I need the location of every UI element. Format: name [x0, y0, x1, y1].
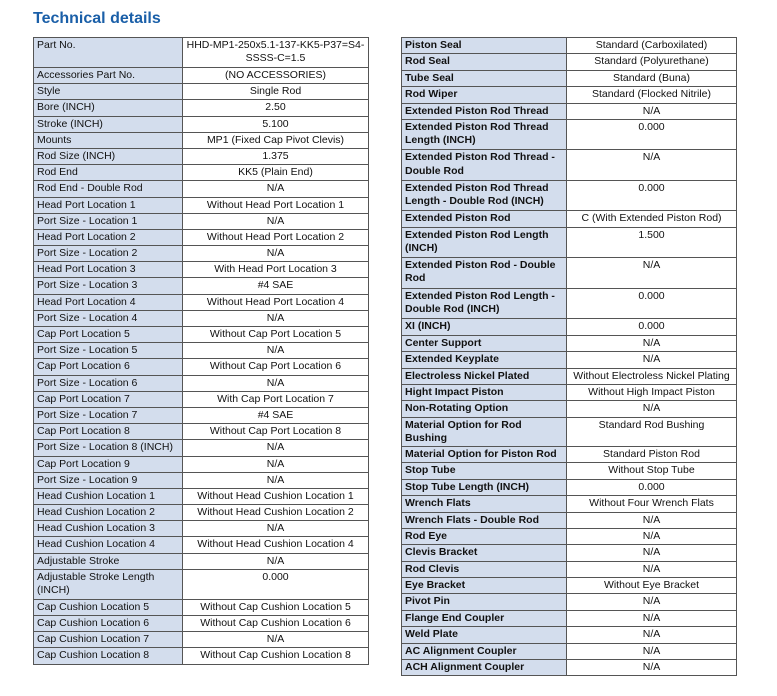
spec-row — [34, 229, 369, 245]
spec-label: Stop Tube Length (INCH) — [402, 479, 567, 495]
spec-row — [402, 38, 737, 54]
spec-row — [402, 643, 737, 659]
spec-row — [34, 262, 369, 278]
spec-label: Wrench Flats — [402, 496, 567, 512]
spec-label: Electroless Nickel Plated — [402, 368, 567, 384]
spec-label: Port Size - Location 5 — [34, 343, 183, 359]
spec-row — [402, 446, 737, 462]
spec-row — [402, 119, 737, 150]
spec-row — [34, 632, 369, 648]
spec-label: Head Port Location 1 — [34, 197, 183, 213]
spec-label: Head Port Location 2 — [34, 229, 183, 245]
spec-row — [34, 472, 369, 488]
spec-label: Extended Piston Rod Thread Length - Double Rod (INCH) — [402, 180, 567, 211]
spec-value: Without Head Port Location 4 — [183, 294, 369, 310]
spec-label: Tube Seal — [402, 70, 567, 86]
spec-row — [402, 660, 737, 676]
spec-label: Port Size - Location 7 — [34, 407, 183, 423]
spec-row — [34, 181, 369, 197]
spec-row — [34, 246, 369, 262]
spec-row — [34, 100, 369, 116]
spec-row — [402, 180, 737, 211]
spec-label: Cap Port Location 9 — [34, 456, 183, 472]
spec-row — [402, 87, 737, 103]
spec-value: N/A — [567, 258, 737, 289]
spec-value: Without Head Cushion Location 2 — [183, 505, 369, 521]
spec-label: Extended Piston Rod - Double Rod — [402, 258, 567, 289]
spec-row — [402, 103, 737, 119]
spec-label: Head Port Location 3 — [34, 262, 183, 278]
spec-row — [34, 407, 369, 423]
spec-value: HHD-MP1-250x5.1-137-KK5-P37=S4-SSSS-C=1.5 — [183, 38, 369, 68]
spec-row — [34, 343, 369, 359]
spec-label: Part No. — [34, 38, 183, 68]
spec-row — [402, 335, 737, 351]
spec-label: Piston Seal — [402, 38, 567, 54]
spec-row — [34, 278, 369, 294]
section-title: Technical details — [33, 10, 161, 27]
spec-label: Mounts — [34, 132, 183, 148]
spec-value: N/A — [567, 335, 737, 351]
technical-details-table-right — [401, 37, 737, 676]
spec-label: Weld Plate — [402, 627, 567, 643]
spec-row — [402, 528, 737, 544]
spec-label: Cap Port Location 5 — [34, 327, 183, 343]
spec-row — [34, 648, 369, 664]
spec-label: Rod Wiper — [402, 87, 567, 103]
spec-value: N/A — [183, 213, 369, 229]
spec-value: 0.000 — [183, 569, 369, 599]
spec-value: Without Electroless Nickel Plating — [567, 368, 737, 384]
spec-row — [402, 610, 737, 626]
spec-value: Standard Piston Rod — [567, 446, 737, 462]
spec-value: MP1 (Fixed Cap Pivot Clevis) — [183, 132, 369, 148]
spec-label: Port Size - Location 1 — [34, 213, 183, 229]
spec-value: N/A — [567, 352, 737, 368]
spec-value: N/A — [183, 521, 369, 537]
spec-row — [34, 537, 369, 553]
spec-value: N/A — [567, 610, 737, 626]
spec-value: Without Cap Cushion Location 5 — [183, 599, 369, 615]
spec-row — [402, 561, 737, 577]
spec-label: Rod Clevis — [402, 561, 567, 577]
spec-value: #4 SAE — [183, 407, 369, 423]
spec-value: N/A — [183, 456, 369, 472]
spec-label: Head Port Location 4 — [34, 294, 183, 310]
spec-label: Material Option for Rod Bushing — [402, 417, 567, 446]
spec-label: Extended Piston Rod Thread Length (INCH) — [402, 119, 567, 150]
spec-value: 0.000 — [567, 479, 737, 495]
spec-value: N/A — [567, 545, 737, 561]
spec-label: Accessories Part No. — [34, 68, 183, 84]
spec-label: AC Alignment Coupler — [402, 643, 567, 659]
spec-row — [402, 512, 737, 528]
spec-row — [34, 68, 369, 84]
spec-label: Cap Cushion Location 7 — [34, 632, 183, 648]
technical-details-table-left — [33, 37, 369, 665]
spec-label: Pivot Pin — [402, 594, 567, 610]
spec-row — [402, 463, 737, 479]
spec-row — [34, 391, 369, 407]
spec-row — [34, 599, 369, 615]
spec-label: Extended Keyplate — [402, 352, 567, 368]
spec-label: Style — [34, 84, 183, 100]
spec-value: N/A — [183, 181, 369, 197]
spec-value: N/A — [567, 512, 737, 528]
spec-row — [402, 479, 737, 495]
spec-row — [34, 553, 369, 569]
spec-row — [34, 505, 369, 521]
spec-value: N/A — [567, 103, 737, 119]
spec-label: XI (INCH) — [402, 319, 567, 335]
spec-value: 1.375 — [183, 148, 369, 164]
spec-row — [34, 38, 369, 68]
spec-row — [402, 258, 737, 289]
spec-value: Without Cap Cushion Location 6 — [183, 616, 369, 632]
spec-value: Without Head Cushion Location 1 — [183, 488, 369, 504]
spec-label: Cap Port Location 7 — [34, 391, 183, 407]
spec-row — [34, 569, 369, 599]
spec-value: Without Stop Tube — [567, 463, 737, 479]
spec-label: Rod Eye — [402, 528, 567, 544]
spec-label: Extended Piston Rod — [402, 211, 567, 227]
spec-row — [34, 375, 369, 391]
spec-label: Port Size - Location 4 — [34, 310, 183, 326]
spec-label: Cap Port Location 8 — [34, 424, 183, 440]
spec-value: N/A — [183, 440, 369, 456]
spec-label: Head Cushion Location 1 — [34, 488, 183, 504]
spec-value: Without Four Wrench Flats — [567, 496, 737, 512]
spec-label: Eye Bracket — [402, 578, 567, 594]
spec-label: Wrench Flats - Double Rod — [402, 512, 567, 528]
spec-value: Standard Rod Bushing — [567, 417, 737, 446]
spec-label: Bore (INCH) — [34, 100, 183, 116]
spec-row — [402, 150, 737, 181]
spec-label: Cap Cushion Location 8 — [34, 648, 183, 664]
spec-row — [34, 165, 369, 181]
spec-value: Without Eye Bracket — [567, 578, 737, 594]
spec-row — [34, 116, 369, 132]
spec-value: 0.000 — [567, 180, 737, 211]
spec-value: N/A — [567, 401, 737, 417]
spec-value: KK5 (Plain End) — [183, 165, 369, 181]
spec-value: C (With Extended Piston Rod) — [567, 211, 737, 227]
spec-row — [34, 213, 369, 229]
spec-label: Extended Piston Rod Length (INCH) — [402, 227, 567, 258]
spec-value: 1.500 — [567, 227, 737, 258]
spec-value: Without Cap Port Location 6 — [183, 359, 369, 375]
left-table-body — [34, 38, 369, 665]
spec-row — [34, 424, 369, 440]
spec-value: N/A — [567, 594, 737, 610]
spec-value: Without Head Port Location 1 — [183, 197, 369, 213]
spec-label: Head Cushion Location 2 — [34, 505, 183, 521]
spec-label: Head Cushion Location 3 — [34, 521, 183, 537]
spec-row — [34, 456, 369, 472]
spec-label: Stop Tube — [402, 463, 567, 479]
spec-label: Cap Cushion Location 6 — [34, 616, 183, 632]
spec-row — [34, 616, 369, 632]
spec-label: Cap Port Location 6 — [34, 359, 183, 375]
spec-label: Extended Piston Rod Length - Double Rod (INCH) — [402, 288, 567, 319]
spec-row — [402, 594, 737, 610]
spec-label: Stroke (INCH) — [34, 116, 183, 132]
spec-row — [402, 319, 737, 335]
spec-row — [402, 496, 737, 512]
spec-row — [402, 417, 737, 446]
spec-value: Standard (Carboxilated) — [567, 38, 737, 54]
spec-row — [402, 352, 737, 368]
spec-value: N/A — [183, 553, 369, 569]
spec-row — [34, 294, 369, 310]
spec-value: Without Head Cushion Location 4 — [183, 537, 369, 553]
spec-value: 2.50 — [183, 100, 369, 116]
spec-label: Material Option for Piston Rod — [402, 446, 567, 462]
spec-label: Port Size - Location 3 — [34, 278, 183, 294]
spec-value: With Head Port Location 3 — [183, 262, 369, 278]
spec-value: N/A — [183, 246, 369, 262]
spec-label: Head Cushion Location 4 — [34, 537, 183, 553]
spec-label: Port Size - Location 6 — [34, 375, 183, 391]
spec-label: Rod Size (INCH) — [34, 148, 183, 164]
spec-row — [402, 54, 737, 70]
spec-value: #4 SAE — [183, 278, 369, 294]
spec-label: Rod End - Double Rod — [34, 181, 183, 197]
spec-label: Adjustable Stroke — [34, 553, 183, 569]
spec-row — [34, 440, 369, 456]
spec-label: Hight Impact Piston — [402, 384, 567, 400]
spec-label: Port Size - Location 2 — [34, 246, 183, 262]
spec-row — [34, 148, 369, 164]
spec-label: Non-Rotating Option — [402, 401, 567, 417]
spec-value: Standard (Flocked Nitrile) — [567, 87, 737, 103]
spec-value: With Cap Port Location 7 — [183, 391, 369, 407]
spec-row — [402, 368, 737, 384]
spec-label: ACH Alignment Coupler — [402, 660, 567, 676]
spec-value: N/A — [183, 632, 369, 648]
spec-label: Extended Piston Rod Thread — [402, 103, 567, 119]
spec-label: Clevis Bracket — [402, 545, 567, 561]
spec-label: Center Support — [402, 335, 567, 351]
spec-label: Extended Piston Rod Thread - Double Rod — [402, 150, 567, 181]
spec-row — [34, 359, 369, 375]
spec-value: N/A — [567, 660, 737, 676]
spec-value: 0.000 — [567, 319, 737, 335]
spec-value: N/A — [567, 627, 737, 643]
spec-value: Without High Impact Piston — [567, 384, 737, 400]
spec-row — [34, 84, 369, 100]
spec-value: N/A — [183, 310, 369, 326]
spec-value: N/A — [567, 643, 737, 659]
spec-value: Standard (Buna) — [567, 70, 737, 86]
spec-value: (NO ACCESSORIES) — [183, 68, 369, 84]
spec-value: N/A — [567, 561, 737, 577]
spec-value: Without Cap Port Location 8 — [183, 424, 369, 440]
spec-value: Without Cap Port Location 5 — [183, 327, 369, 343]
spec-row — [402, 288, 737, 319]
spec-row — [402, 545, 737, 561]
spec-value: 0.000 — [567, 288, 737, 319]
spec-label: Cap Cushion Location 5 — [34, 599, 183, 615]
spec-row — [402, 211, 737, 227]
spec-label: Rod End — [34, 165, 183, 181]
spec-value: N/A — [183, 472, 369, 488]
spec-value: 0.000 — [567, 119, 737, 150]
spec-value: Single Rod — [183, 84, 369, 100]
spec-value: Without Head Port Location 2 — [183, 229, 369, 245]
spec-row — [34, 197, 369, 213]
spec-row — [402, 384, 737, 400]
spec-row — [34, 488, 369, 504]
spec-value: N/A — [183, 343, 369, 359]
spec-label: Adjustable Stroke Length (INCH) — [34, 569, 183, 599]
spec-value: Without Cap Cushion Location 8 — [183, 648, 369, 664]
spec-row — [402, 227, 737, 258]
spec-value: 5.100 — [183, 116, 369, 132]
spec-row — [34, 310, 369, 326]
spec-label: Rod Seal — [402, 54, 567, 70]
spec-label: Port Size - Location 8 (INCH) — [34, 440, 183, 456]
spec-value: N/A — [183, 375, 369, 391]
spec-value: N/A — [567, 528, 737, 544]
spec-label: Port Size - Location 9 — [34, 472, 183, 488]
spec-label: Flange End Coupler — [402, 610, 567, 626]
spec-row — [34, 327, 369, 343]
right-table-body — [402, 38, 737, 676]
spec-row — [34, 521, 369, 537]
spec-row — [402, 578, 737, 594]
spec-value: Standard (Polyurethane) — [567, 54, 737, 70]
spec-row — [34, 132, 369, 148]
spec-row — [402, 70, 737, 86]
spec-row — [402, 627, 737, 643]
spec-row — [402, 401, 737, 417]
spec-value: N/A — [567, 150, 737, 181]
